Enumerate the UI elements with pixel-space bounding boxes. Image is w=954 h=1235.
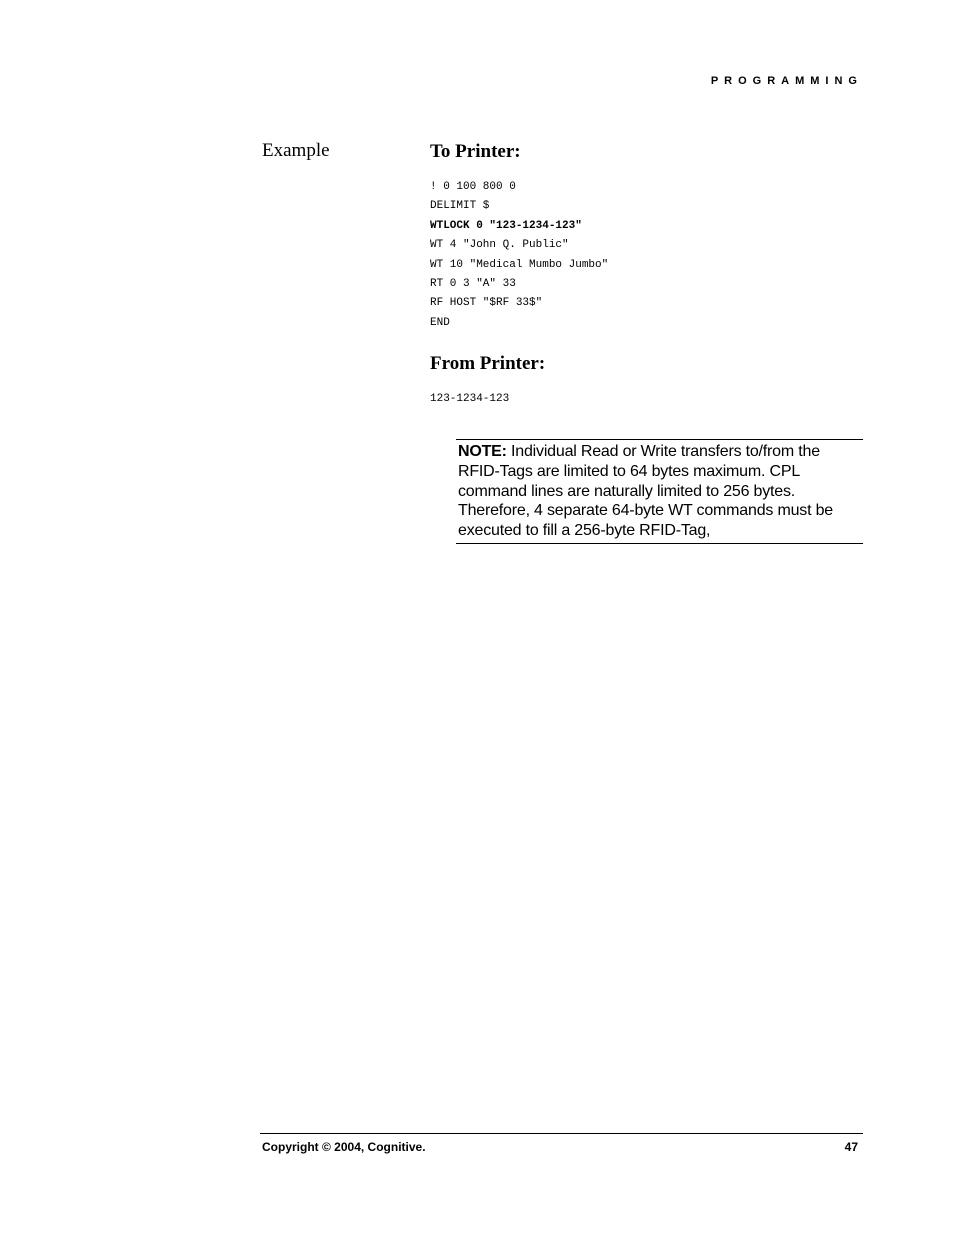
code-line: 123-1234-123 xyxy=(430,393,510,406)
code-line: RT 0 3 "A" 33 xyxy=(430,278,516,291)
code-line: END xyxy=(430,316,450,329)
code-line: WT 4 "John Q. Public" xyxy=(430,239,569,252)
to-printer-heading: To Printer: xyxy=(430,141,521,162)
example-content xyxy=(430,140,870,410)
note-label: NOTE: xyxy=(458,443,507,460)
to-printer-code-block xyxy=(430,178,870,333)
note-text: Individual Read or Write transfers to/from the RFID-Tags are limited to 64 bytes maximum. CPL command lines are naturally limited to 256 bytes. Therefore, 4 separate 64-byte WT commands must be executed to fill a 256-byte RFID-Tag, xyxy=(458,443,833,540)
from-printer-output xyxy=(430,390,870,409)
page-number: 47 xyxy=(844,1140,858,1154)
footer-copyright: Copyright © 2004, Cognitive. xyxy=(262,1140,426,1154)
code-line: DELIMIT $ xyxy=(430,200,490,213)
footer-divider xyxy=(260,1133,863,1134)
running-header: PROGRAMMING xyxy=(710,75,863,87)
section-label-example: Example xyxy=(262,140,330,161)
from-printer-heading: From Printer: xyxy=(430,353,546,375)
code-line: WTLOCK 0 "123-1234-123" xyxy=(430,219,582,232)
note-box xyxy=(456,439,863,544)
code-line: ! 0 100 800 0 xyxy=(430,181,516,193)
code-line: RF HOST "$RF 33$" xyxy=(430,297,543,310)
code-line: WT 10 "Medical Mumbo Jumbo" xyxy=(430,258,609,271)
